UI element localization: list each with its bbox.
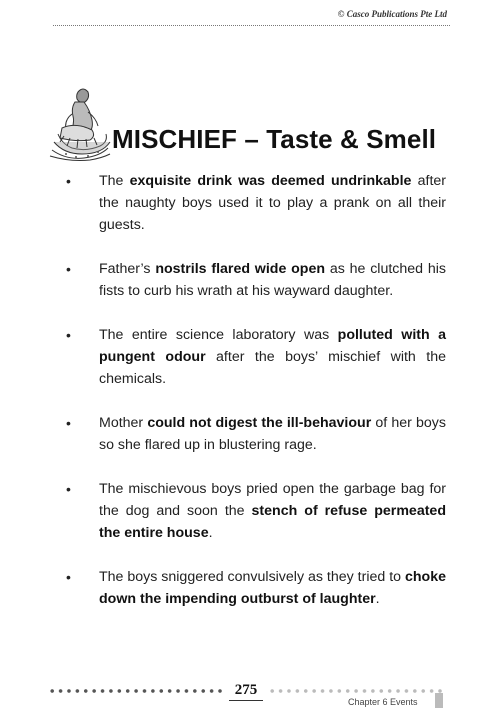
bullet-text: The entire science laboratory was [99, 327, 338, 343]
bullet-emphasis: choke down the impending outburst of laughter [99, 569, 446, 607]
bullet-item [66, 258, 446, 302]
bullet-text: . [208, 525, 213, 541]
footer-dot-rule-right [268, 688, 444, 694]
bullet-text: The boys sniggered convulsively as they tried to [99, 569, 405, 585]
bullet-text: . [375, 591, 380, 607]
bullet-dot: • [66, 173, 71, 189]
bullet-emphasis: nostrils flared wide open [155, 261, 326, 277]
bullet-item [66, 566, 446, 610]
bullet-text: The mischievous boys pried open the garbage bag for the dog and soon the [99, 481, 446, 519]
bullet-emphasis: polluted with a pungent odour [99, 327, 446, 365]
bullet-item [66, 412, 446, 456]
footer-dot-rule-left [48, 688, 222, 694]
page-title: MISCHIEF – Taste & Smell [112, 124, 437, 154]
bullet-emphasis: could not digest the ill-behaviour [147, 415, 372, 431]
bullet-text: after the naughty boys used it to play a prank on all their guests. [99, 173, 446, 233]
header-divider [53, 25, 450, 26]
bullet-dot: • [66, 569, 71, 585]
bullet-text: Father’s [99, 261, 156, 277]
bullet-text: Mother [99, 415, 148, 431]
title-block [48, 84, 468, 164]
bullet-text: as he clutched his fists to curb his wrath at his wayward daughter. [99, 261, 446, 299]
bullet-text: after the boys’ mischief with the chemicals. [99, 349, 447, 387]
bullet-emphasis: exquisite drink was deemed undrinkable [129, 173, 412, 189]
bullet-item [66, 478, 446, 544]
bullet-text: of her boys so she flared up in blustering rage. [99, 415, 446, 453]
bullet-list [66, 170, 446, 632]
bullet-text: The [99, 173, 130, 189]
page-number: 275 [226, 682, 266, 699]
bullet-item [66, 170, 446, 236]
bullet-emphasis: stench of refuse permeated the entire house [99, 503, 446, 541]
bullet-dot: • [66, 327, 71, 343]
bullet-dot: • [66, 481, 71, 497]
bullet-item [66, 324, 446, 390]
bullet-dot: • [66, 415, 71, 431]
bullet-dot: • [66, 261, 71, 277]
seated-reader-illustration-icon [48, 84, 112, 162]
publisher-credit: © Casco Publications Pte Ltd [337, 9, 447, 19]
chapter-tab-marker [435, 693, 443, 708]
chapter-label: Chapter 6 Events [348, 697, 418, 707]
